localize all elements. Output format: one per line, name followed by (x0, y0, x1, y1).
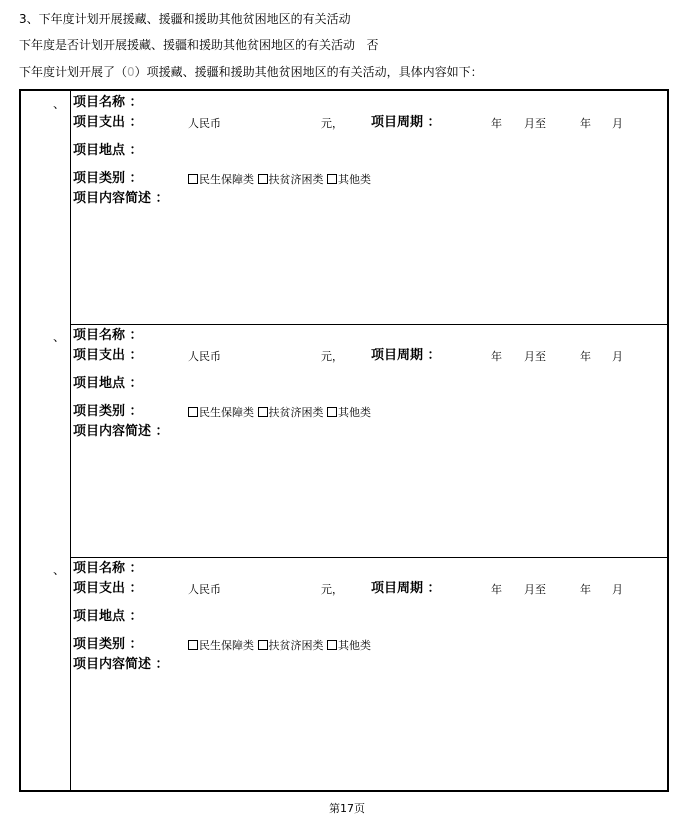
type-option-livelihood: 民生保障类 (199, 173, 254, 186)
projects-table (19, 89, 669, 792)
plan-count-prefix: 下年度计划开展了（ (19, 65, 128, 79)
section-heading: 3、下年度计划开展援藏、援疆和援助其他贫困地区的有关活动 (19, 12, 351, 26)
period-end-month: 月 (612, 583, 623, 596)
plan-question (19, 37, 378, 53)
currency-label: 人民币 (188, 350, 221, 363)
plan-count-value: 0 (127, 65, 135, 79)
page-number: 第17页 (329, 802, 365, 815)
project-block (21, 324, 667, 557)
plan-count-line (19, 64, 483, 80)
plan-question-answer: 否 (366, 38, 379, 52)
period-start-month: 月至 (524, 117, 546, 130)
type-option-poverty-relief: 扶贫济困类 (268, 173, 324, 186)
currency-label: 人民币 (188, 117, 221, 130)
project-type-label: 项目类别 ： (73, 637, 143, 652)
period-end-year: 年 (580, 350, 591, 363)
checkbox-poverty-relief[interactable] (258, 174, 268, 184)
type-option-poverty-relief: 扶贫济困类 (268, 406, 324, 419)
period-start-year: 年 (491, 583, 502, 596)
type-option-other: 其他类 (338, 406, 371, 419)
period-start-year: 年 (491, 350, 502, 363)
period-end-month: 月 (612, 350, 623, 363)
project-index-mark: 、 (53, 97, 66, 111)
checkbox-other[interactable] (327, 640, 337, 650)
project-period-label: 项目周期 ： (371, 115, 441, 130)
project-desc-label: 项目内容简述 ： (73, 191, 169, 206)
project-place-label: 项目地点 ： (73, 376, 143, 391)
period-end-month: 月 (612, 117, 623, 130)
project-desc-label: 项目内容简述 ： (73, 657, 169, 672)
type-option-livelihood: 民生保障类 (199, 639, 254, 652)
yuan-label: 元， (321, 583, 343, 596)
checkbox-livelihood[interactable] (188, 407, 198, 417)
project-type-label: 项目类别 ： (73, 171, 143, 186)
type-option-livelihood: 民生保障类 (199, 406, 254, 419)
project-period-label: 项目周期 ： (371, 348, 441, 363)
project-period-label: 项目周期 ： (371, 581, 441, 596)
period-end-year: 年 (580, 117, 591, 130)
plan-count-suffix: ）项援藏、援疆和援助其他贫困地区的有关活动，具体内容如下： (134, 65, 483, 79)
yuan-label: 元， (321, 117, 343, 130)
period-start-year: 年 (491, 117, 502, 130)
project-type-options (188, 405, 371, 421)
project-block (21, 557, 667, 790)
project-type-label: 项目类别 ： (73, 404, 143, 419)
period-start-month: 月至 (524, 583, 546, 596)
checkbox-poverty-relief[interactable] (258, 407, 268, 417)
plan-question-text: 下年度是否计划开展援藏、援疆和援助其他贫困地区的有关活动 (19, 38, 356, 52)
type-option-other: 其他类 (338, 173, 371, 186)
project-index-mark: 、 (53, 563, 66, 577)
project-cost-label: 项目支出 ： (73, 348, 143, 363)
project-name-label: 项目名称 ： (73, 328, 143, 343)
project-index-mark: 、 (53, 330, 66, 344)
type-option-other: 其他类 (338, 639, 371, 652)
checkbox-livelihood[interactable] (188, 640, 198, 650)
yuan-label: 元， (321, 350, 343, 363)
project-place-label: 项目地点 ： (73, 143, 143, 158)
project-type-options (188, 172, 371, 188)
project-type-options (188, 638, 371, 654)
checkbox-livelihood[interactable] (188, 174, 198, 184)
project-cost-label: 项目支出 ： (73, 115, 143, 130)
type-option-poverty-relief: 扶贫济困类 (268, 639, 324, 652)
project-place-label: 项目地点 ： (73, 609, 143, 624)
project-name-label: 项目名称 ： (73, 561, 143, 576)
checkbox-poverty-relief[interactable] (258, 640, 268, 650)
period-start-month: 月至 (524, 350, 546, 363)
project-block (21, 91, 667, 324)
currency-label: 人民币 (188, 583, 221, 596)
project-cost-label: 项目支出 ： (73, 581, 143, 596)
period-end-year: 年 (580, 583, 591, 596)
project-desc-label: 项目内容简述 ： (73, 424, 169, 439)
checkbox-other[interactable] (327, 407, 337, 417)
project-name-label: 项目名称 ： (73, 95, 143, 110)
checkbox-other[interactable] (327, 174, 337, 184)
